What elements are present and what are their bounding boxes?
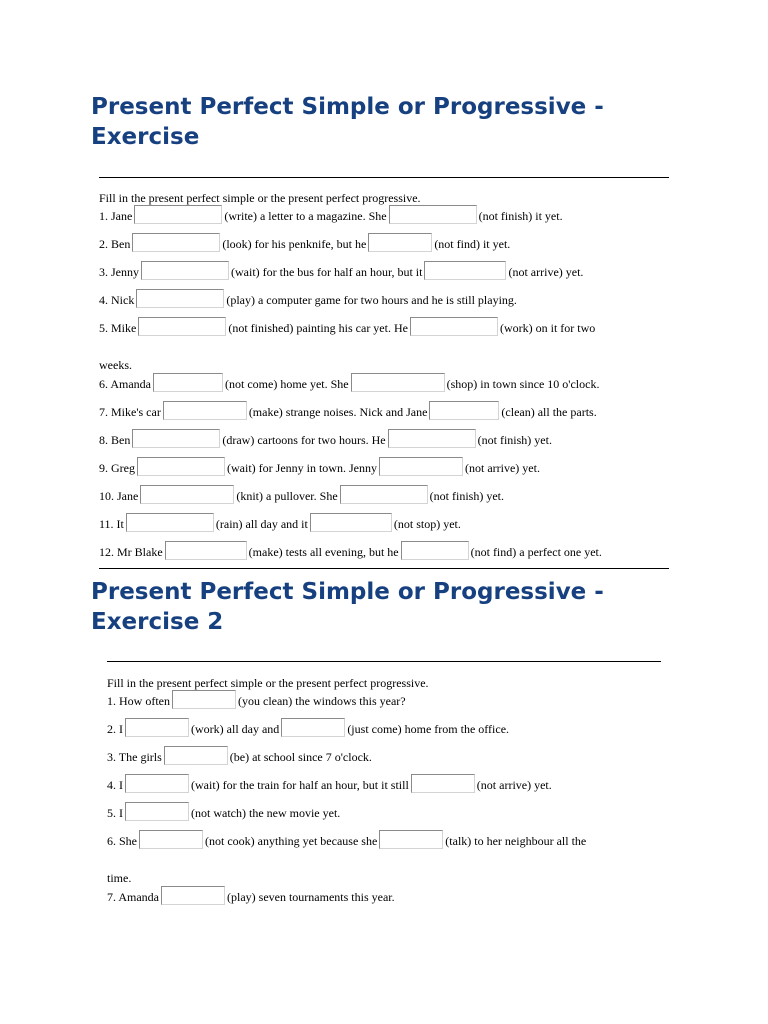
ex2-item-3 bbox=[107, 746, 372, 768]
ex1-item-9-answer1-input[interactable] bbox=[137, 457, 225, 476]
ex1-item-7 bbox=[99, 401, 597, 423]
ex1-item-8-tail: (not finish) yet. bbox=[477, 433, 552, 447]
ex2-item-1-mid: (you clean) the windows this year? bbox=[238, 694, 406, 708]
ex1-item-12 bbox=[99, 541, 602, 563]
ex1-item-5-tail: (work) on it for two bbox=[499, 321, 596, 335]
exercise2-instruction: Fill in the present perfect simple or the present perfect progressive. bbox=[107, 676, 429, 690]
ex1-item-5-answer1-input[interactable] bbox=[138, 317, 226, 336]
ex1-item-11-answer2-input[interactable] bbox=[310, 513, 392, 532]
ex2-item-6-answer1-input[interactable] bbox=[139, 830, 203, 849]
ex1-item-2-mid: (look) for his penknife, but he bbox=[222, 237, 367, 251]
ex1-item-5-answer2-input[interactable] bbox=[410, 317, 498, 336]
ex1-item-9-answer2-input[interactable] bbox=[379, 457, 463, 476]
ex1-item-1-answer2-input[interactable] bbox=[389, 205, 477, 224]
ex1-item-5 bbox=[99, 317, 595, 339]
ex1-item-2-answer2-input[interactable] bbox=[368, 233, 432, 252]
ex1-item-8-mid: (draw) cartoons for two hours. He bbox=[222, 433, 386, 447]
ex1-item-4-answer1-input[interactable] bbox=[136, 289, 224, 308]
ex1-item-10-tail: (not finish) yet. bbox=[429, 489, 504, 503]
ex1-item-11-answer1-input[interactable] bbox=[126, 513, 214, 532]
ex2-item-1-answer1-input[interactable] bbox=[172, 690, 236, 709]
exercise1-bottom-divider bbox=[99, 568, 669, 569]
ex1-item-9-lead: 9. Greg bbox=[99, 461, 135, 475]
ex1-item-9 bbox=[99, 457, 540, 479]
ex1-item-8-answer1-input[interactable] bbox=[132, 429, 220, 448]
ex1-item-8 bbox=[99, 429, 552, 451]
ex1-item-6-answer2-input[interactable] bbox=[351, 373, 445, 392]
ex2-item-7-lead: 7. Amanda bbox=[107, 890, 159, 904]
exercise1-title-line2: Exercise bbox=[91, 124, 200, 150]
exercise1-instruction: Fill in the present perfect simple or the present perfect progressive. bbox=[99, 191, 421, 205]
exercise1-body bbox=[99, 191, 669, 571]
ex1-item-7-answer2-input[interactable] bbox=[429, 401, 499, 420]
ex1-item-1-mid: (write) a letter to a magazine. She bbox=[224, 209, 387, 223]
ex1-item-6-lead: 6. Amanda bbox=[99, 377, 151, 391]
ex1-item-12-lead: 12. Mr Blake bbox=[99, 545, 163, 559]
ex1-item-2-answer1-input[interactable] bbox=[132, 233, 220, 252]
ex2-item-4-answer2-input[interactable] bbox=[411, 774, 475, 793]
ex2-item-4-tail: (not arrive) yet. bbox=[476, 778, 552, 792]
ex1-item-7-lead: 7. Mike's car bbox=[99, 405, 161, 419]
ex1-item-2-tail: (not find) it yet. bbox=[434, 237, 511, 251]
ex1-item-3-lead: 3. Jenny bbox=[99, 265, 139, 279]
ex1-item-10-lead: 10. Jane bbox=[99, 489, 139, 503]
ex1-item-12-tail: (not find) a perfect one yet. bbox=[470, 545, 602, 559]
ex1-item-11-mid: (rain) all day and it bbox=[215, 517, 308, 531]
ex2-item-5-answer1-input[interactable] bbox=[125, 802, 189, 821]
ex1-item-11-tail: (not stop) yet. bbox=[393, 517, 461, 531]
ex2-item-2-lead: 2. I bbox=[107, 722, 123, 736]
ex2-item-6-tail: (talk) to her neighbour all the bbox=[445, 834, 587, 848]
ex2-item-5-mid: (not watch) the new movie yet. bbox=[191, 806, 341, 820]
exercise1-top-divider bbox=[99, 177, 669, 178]
ex1-item-9-tail: (not arrive) yet. bbox=[464, 461, 540, 475]
ex2-item-5-lead: 5. I bbox=[107, 806, 123, 820]
ex1-item-4-mid: (play) a computer game for two hours and he is still playing. bbox=[226, 293, 517, 307]
ex1-item-7-mid: (make) strange noises. Nick and Jane bbox=[248, 405, 428, 419]
ex1-item-4 bbox=[99, 289, 517, 311]
ex2-item-7 bbox=[107, 886, 395, 908]
ex2-item-2-answer1-input[interactable] bbox=[125, 718, 189, 737]
ex1-item-12-answer2-input[interactable] bbox=[401, 541, 469, 560]
ex1-item-8-answer2-input[interactable] bbox=[388, 429, 476, 448]
ex1-item-12-mid: (make) tests all evening, but he bbox=[248, 545, 399, 559]
ex2-item-6 bbox=[107, 830, 586, 852]
ex2-item-2-mid: (work) all day and bbox=[191, 722, 280, 736]
exercise2-body bbox=[107, 676, 661, 916]
ex1-item-11-lead: 11. It bbox=[99, 517, 124, 531]
ex2-item-7-answer1-input[interactable] bbox=[161, 886, 225, 905]
ex1-item-6 bbox=[99, 373, 599, 395]
ex1-item-1-lead: 1. Jane bbox=[99, 209, 133, 223]
ex2-item-4 bbox=[107, 774, 552, 796]
exercise1-title bbox=[91, 92, 604, 152]
ex1-item-6-answer1-input[interactable] bbox=[153, 373, 223, 392]
exercise1-title-line1: Present Perfect Simple or Progressive - bbox=[91, 94, 604, 120]
ex2-item-7-mid: (play) seven tournaments this year. bbox=[227, 890, 395, 904]
ex2-item-3-answer1-input[interactable] bbox=[164, 746, 228, 765]
ex1-item-5-lead: 5. Mike bbox=[99, 321, 137, 335]
ex1-item-8-lead: 8. Ben bbox=[99, 433, 131, 447]
exercise2-top-divider bbox=[107, 661, 661, 662]
ex2-item-6-answer2-input[interactable] bbox=[379, 830, 443, 849]
ex1-item-1-answer1-input[interactable] bbox=[134, 205, 222, 224]
ex1-item-3-tail: (not arrive) yet. bbox=[508, 265, 584, 279]
ex1-item-7-tail: (clean) all the parts. bbox=[501, 405, 597, 419]
ex2-item-3-lead: 3. The girls bbox=[107, 750, 162, 764]
ex2-item-3-mid: (be) at school since 7 o'clock. bbox=[229, 750, 372, 764]
ex2-item-5 bbox=[107, 802, 340, 824]
ex1-item-7-answer1-input[interactable] bbox=[163, 401, 247, 420]
exercise2-title-line2: Exercise 2 bbox=[91, 609, 224, 635]
ex1-item-6-tail: (shop) in town since 10 o'clock. bbox=[446, 377, 600, 391]
ex2-item-6-lead: 6. She bbox=[107, 834, 137, 848]
ex1-item-5-wrap: weeks. bbox=[99, 358, 132, 372]
ex2-item-4-mid: (wait) for the train for half an hour, but it still bbox=[191, 778, 409, 792]
ex1-item-12-answer1-input[interactable] bbox=[165, 541, 247, 560]
ex2-item-1 bbox=[107, 690, 406, 712]
ex1-item-2 bbox=[99, 233, 510, 255]
ex2-item-6-wrap: time. bbox=[107, 871, 132, 885]
ex1-item-3-answer2-input[interactable] bbox=[424, 261, 506, 280]
ex1-item-3-answer1-input[interactable] bbox=[141, 261, 229, 280]
ex2-item-2 bbox=[107, 718, 509, 740]
ex1-item-10-answer1-input[interactable] bbox=[140, 485, 234, 504]
ex1-item-3 bbox=[99, 261, 583, 283]
ex1-item-2-lead: 2. Ben bbox=[99, 237, 131, 251]
ex1-item-3-mid: (wait) for the bus for half an hour, but it bbox=[231, 265, 423, 279]
ex2-item-4-answer1-input[interactable] bbox=[125, 774, 189, 793]
ex2-item-4-lead: 4. I bbox=[107, 778, 123, 792]
ex1-item-1 bbox=[99, 205, 563, 227]
ex2-item-1-lead: 1. How often bbox=[107, 694, 170, 708]
ex1-item-11 bbox=[99, 513, 461, 535]
ex1-item-10-answer2-input[interactable] bbox=[340, 485, 428, 504]
exercise2-title bbox=[91, 577, 604, 637]
ex1-item-10-mid: (knit) a pullover. She bbox=[236, 489, 338, 503]
ex1-item-1-tail: (not finish) it yet. bbox=[478, 209, 563, 223]
ex1-item-9-mid: (wait) for Jenny in town. Jenny bbox=[227, 461, 377, 475]
ex2-item-2-answer2-input[interactable] bbox=[281, 718, 345, 737]
ex1-item-6-mid: (not come) home yet. She bbox=[225, 377, 349, 391]
ex1-item-10 bbox=[99, 485, 504, 507]
ex1-item-4-lead: 4. Nick bbox=[99, 293, 135, 307]
exercise2-title-line1: Present Perfect Simple or Progressive - bbox=[91, 579, 604, 605]
ex2-item-6-mid: (not cook) anything yet because she bbox=[205, 834, 378, 848]
ex1-item-5-mid: (not finished) painting his car yet. He bbox=[228, 321, 408, 335]
ex2-item-2-tail: (just come) home from the office. bbox=[347, 722, 510, 736]
